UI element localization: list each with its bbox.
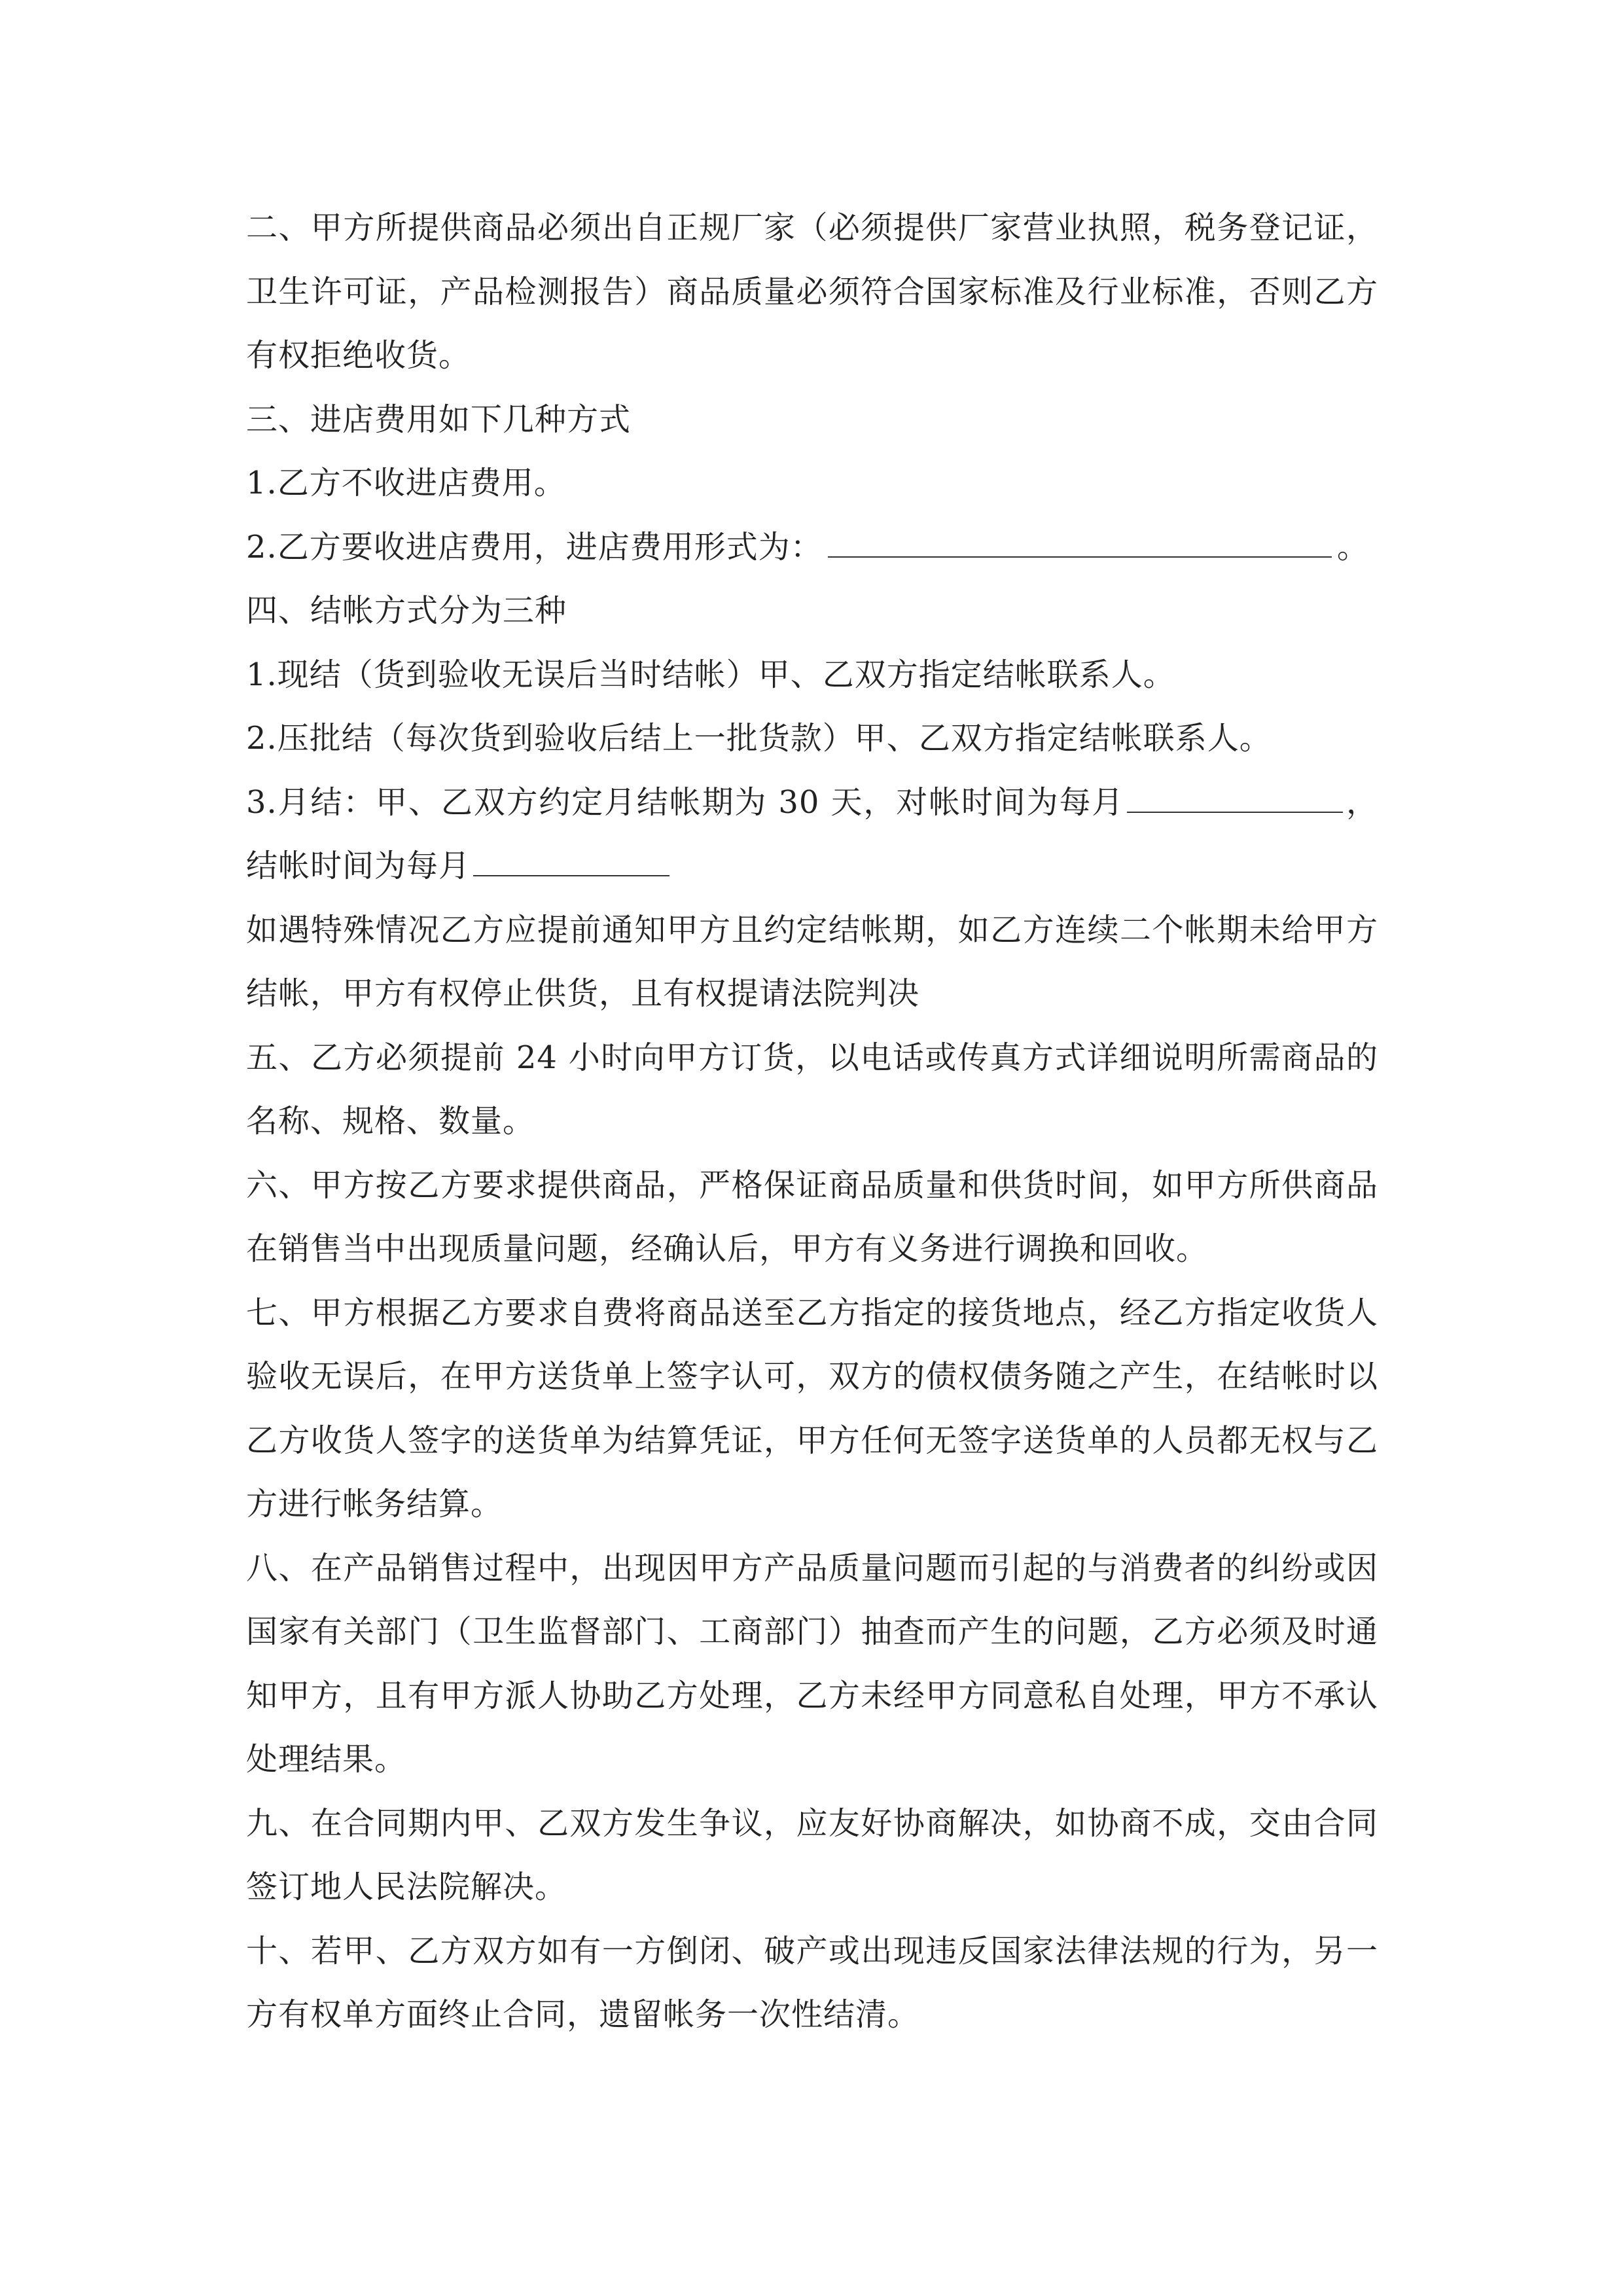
clause-8: 八、在产品销售过程中，出现因甲方产品质量问题而引起的与消费者的纠纷或因国家有关部门（卫生监督部门、工商部门）抽查而产生的问题，乙方必须及时通知甲方，且有甲方派人协助乙方处理，乙方未经甲方同意私自处理，甲方不承认处理结果。 xyxy=(246,1549,1378,1778)
clause-4-item-2: 2.压批结（每次货到验收后结上一批货款）甲、乙双方指定结帐联系人。 xyxy=(246,720,1272,757)
clause-6: 六、甲方按乙方要求提供商品，严格保证商品质量和供货时间，如甲方所供商品在销售当中出现质量问题，经确认后，甲方有义务进行调换和回收。 xyxy=(246,1166,1378,1267)
settlement-date-blank[interactable] xyxy=(473,849,669,876)
clause-4-note: 如遇特殊情况乙方应提前通知甲方且约定结帐期，如乙方连续二个帐期未给甲方结帐，甲方有权停止供货，且有权提请法院判决 xyxy=(246,911,1378,1012)
clause-5: 五、乙方必须提前 24 小时向甲方订货，以电话或传真方式详细说明所需商品的名称、规格、数量。 xyxy=(246,1039,1378,1139)
clause-7: 七、甲方根据乙方要求自费将商品送至乙方指定的接货地点，经乙方指定收货人验收无误后，在甲方送货单上签字认可，双方的债权债务随之产生，在结帐时以乙方收货人签字的送货单为结算凭证，甲方任何无签字送货单的人员都无权与乙方进行帐务结算。 xyxy=(246,1294,1378,1522)
clause-4-item-3-text-2: ，结帐时间为每月 xyxy=(246,783,1378,884)
clause-10: 十、若甲、乙方双方如有一方倒闭、破产或出现违反国家法律法规的行为，另一方有权单方面终止合同，遗留帐务一次性结清。 xyxy=(246,1932,1378,2033)
reconciliation-date-blank[interactable] xyxy=(1127,785,1343,813)
clause-2: 二、甲方所提供商品必须出自正规厂家（必须提供厂家营业执照，税务登记证，卫生许可证，产品检测报告）商品质量必须符合国家标准及行业标准，否则乙方有权拒绝收货。 xyxy=(246,209,1378,374)
clause-9: 九、在合同期内甲、乙双方发生争议，应友好协商解决，如协商不成，交由合同签订地人民法院解决。 xyxy=(246,1804,1378,1905)
clause-3-item-1: 1.乙方不收进店费用。 xyxy=(246,465,566,501)
entry-fee-form-blank[interactable] xyxy=(828,530,1332,558)
contract-body xyxy=(246,196,1378,2047)
clause-3-heading: 三、进店费用如下几种方式 xyxy=(246,401,632,438)
clause-4-item-3 xyxy=(246,771,1378,899)
clause-3-item-2-period: 。 xyxy=(1336,528,1369,565)
clause-4-heading: 四、结帐方式分为三种 xyxy=(246,592,567,629)
clause-3-item-2-text: 2.乙方要收进店费用，进店费用形式为： xyxy=(246,528,823,565)
clause-4-item-1: 1.现结（货到验收无误后当时结帐）甲、乙双方指定结帐联系人。 xyxy=(246,656,1175,693)
clause-4-item-3-text-1: 3.月结：甲、乙双方约定月结帐期为 30 天，对帐时间为每月 xyxy=(246,783,1125,821)
clause-3-item-2 xyxy=(246,516,1378,580)
